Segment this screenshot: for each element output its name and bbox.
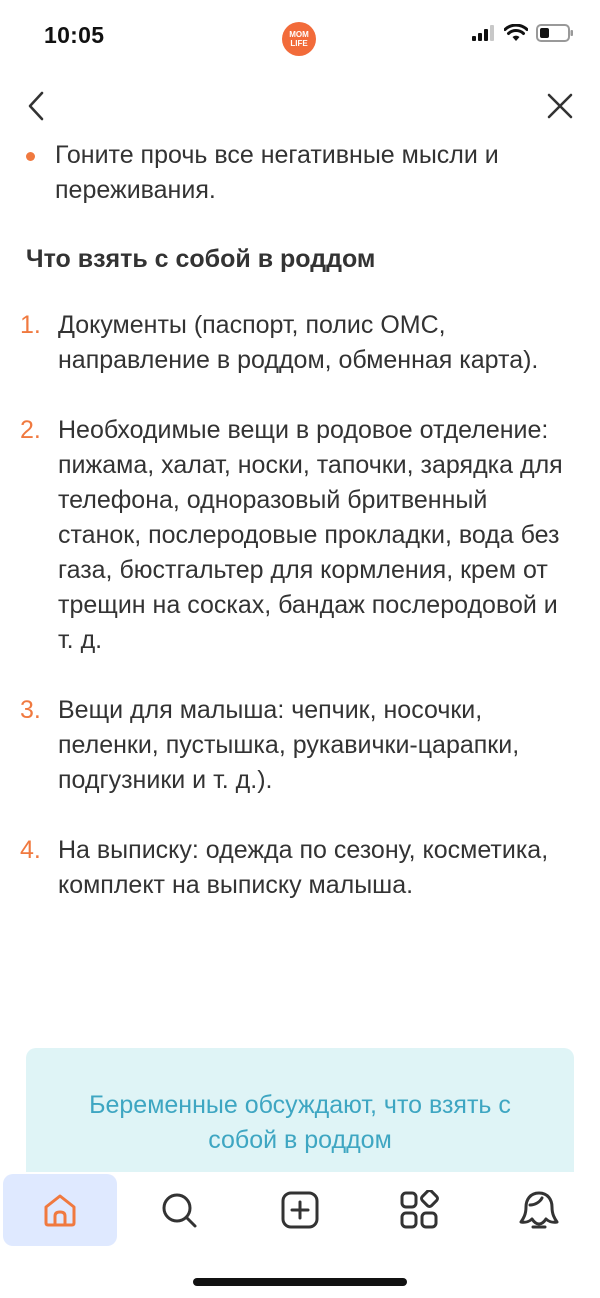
list-item-text: Необходимые вещи в родовое отделение: пижама, халат, носки, тапочки, зарядка для телефона, одноразовый бритвенный станок, послеродовые прокладки, вода без газа, бюстгальтер для кормления, крем от трещин на сосках, бандаж послеродовой и т. д. xyxy=(58,416,563,654)
momlife-logo xyxy=(282,22,316,56)
list-item xyxy=(20,308,576,378)
list-item-text: На выписку: одежда по сезону, косметика, комплект на выписку малыша. xyxy=(58,836,549,899)
wifi-icon xyxy=(504,24,528,42)
tab-profile[interactable] xyxy=(482,1174,596,1246)
chevron-left-icon xyxy=(26,91,46,121)
tab-bar xyxy=(0,1172,600,1298)
bullet-dot xyxy=(26,152,35,161)
search-icon xyxy=(159,1190,199,1230)
discussion-link-text[interactable]: Беременные обсуждают, что взять с собой в роддом xyxy=(89,1091,511,1154)
list-item xyxy=(20,833,576,903)
logo-line-1: MOM xyxy=(289,30,309,39)
list-item-number: 3. xyxy=(20,696,41,724)
list-item-number: 1. xyxy=(20,311,41,339)
profile-icon xyxy=(518,1189,560,1231)
services-grid-icon xyxy=(399,1190,439,1230)
add-icon xyxy=(280,1190,320,1230)
list-item-text: Вещи для малыша: чепчик, носочки, пеленки, пустышка, рукавички-царапки, подгузники и т. д.). xyxy=(58,696,520,794)
list-item-number: 4. xyxy=(20,836,41,864)
tab-search[interactable] xyxy=(122,1174,236,1246)
tab-home[interactable] xyxy=(3,1174,117,1246)
list-item xyxy=(20,693,576,798)
bullet-text: Гоните прочь все негативные мысли и переживания. xyxy=(55,141,499,204)
list-item-text: Документы (паспорт, полис ОМС, направление в роддом, обменная карта). xyxy=(58,311,539,374)
close-button[interactable] xyxy=(540,86,580,126)
cellular-signal-icon xyxy=(472,25,496,41)
discussion-link-card[interactable] xyxy=(26,1048,574,1172)
list-item xyxy=(20,413,576,658)
tab-services[interactable] xyxy=(362,1174,476,1246)
close-icon xyxy=(546,92,574,120)
status-time: 10:05 xyxy=(44,22,105,48)
home-icon xyxy=(40,1190,80,1230)
section-title: Что взять с собой в роддом xyxy=(26,245,376,273)
battery-icon xyxy=(536,24,574,42)
tab-add[interactable] xyxy=(243,1174,357,1246)
list-item-number: 2. xyxy=(20,416,41,444)
back-button[interactable] xyxy=(16,86,56,126)
article-content[interactable] xyxy=(0,138,600,1172)
numbered-list xyxy=(20,308,576,938)
home-indicator xyxy=(193,1278,407,1286)
bullet-item xyxy=(26,138,574,208)
nav-bar xyxy=(0,80,600,132)
status-icons xyxy=(472,24,574,42)
status-bar xyxy=(0,0,600,72)
logo-line-2: LIFE xyxy=(290,39,308,48)
